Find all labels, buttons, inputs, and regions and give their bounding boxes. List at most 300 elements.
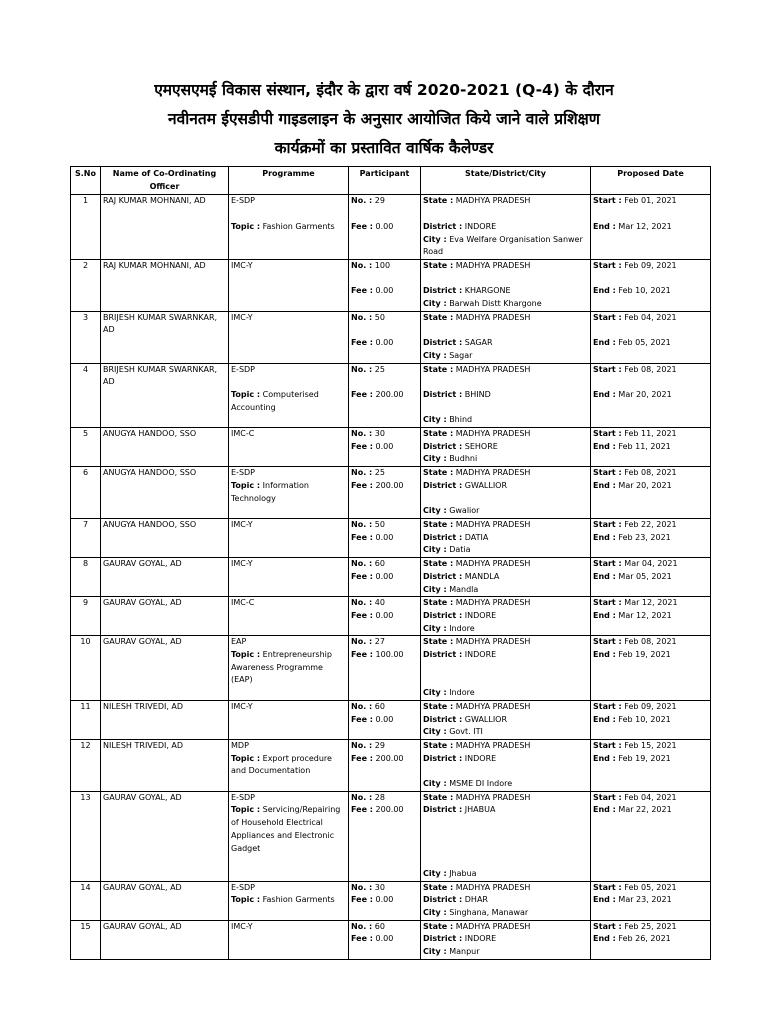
participant-fee-value: 0.00 xyxy=(375,714,394,724)
officer-name: BRIJESH KUMAR SWARNKAR, AD xyxy=(103,312,218,335)
participant-fee-label: Fee : xyxy=(351,805,373,815)
cell-sno xyxy=(71,636,101,701)
location-state-value: MADHYA PRADESH xyxy=(455,637,531,647)
programme-topic-value: Information Technology xyxy=(231,480,309,503)
participant-count-label: No. : xyxy=(351,312,373,322)
date-end-label: End : xyxy=(593,805,616,815)
date-start-label: Start : xyxy=(593,882,622,892)
cell-proposed-date xyxy=(591,518,711,557)
location-city-value: Sagar xyxy=(449,350,473,360)
participant-count xyxy=(351,636,418,649)
location-city xyxy=(423,584,588,597)
location-state-label: State : xyxy=(423,740,454,750)
programme-name: IMC-Y xyxy=(231,260,253,270)
participant-fee xyxy=(351,571,418,584)
date-start xyxy=(593,740,708,753)
cell-proposed-date xyxy=(591,259,711,311)
programme-topic xyxy=(231,389,346,414)
date-start-value: Mar 12, 2021 xyxy=(624,598,678,608)
programme-name: IMC-Y xyxy=(231,921,253,931)
cell-proposed-date xyxy=(591,791,711,881)
location-district-label: District : xyxy=(423,389,463,399)
sno-value: 14 xyxy=(80,882,91,892)
cell-participant xyxy=(349,881,421,920)
cell-participant xyxy=(349,363,421,428)
participant-fee xyxy=(351,285,418,298)
location-state xyxy=(423,260,588,273)
date-end-label: End : xyxy=(593,753,616,763)
location-city-value: Gwalior xyxy=(449,506,480,516)
participant-count-value: 29 xyxy=(374,196,385,206)
cell-officer xyxy=(101,791,229,881)
programme-name: E-SDP xyxy=(231,468,256,478)
participant-fee-label: Fee : xyxy=(351,650,373,660)
cell-programme xyxy=(229,597,349,636)
date-start xyxy=(593,701,708,714)
date-start-value: Feb 22, 2021 xyxy=(624,519,677,529)
date-start-label: Start : xyxy=(593,921,622,931)
location-city-value: Manpur xyxy=(449,947,480,957)
officer-name: ANUGYA HANDOO, SSO xyxy=(103,468,197,478)
cell-proposed-date xyxy=(591,920,711,959)
sno-value: 7 xyxy=(82,519,89,529)
cell-participant xyxy=(349,791,421,881)
location-city-value: Barwah Distt Khargone xyxy=(449,299,542,309)
participant-count-value: 30 xyxy=(374,429,385,439)
location-city-value: Govt. ITI xyxy=(449,727,483,737)
cell-sno xyxy=(71,195,101,260)
location-district xyxy=(423,532,588,545)
location-state xyxy=(423,792,588,805)
sno-value: 8 xyxy=(82,559,89,569)
sno-value: 10 xyxy=(80,637,91,647)
table-body xyxy=(71,195,711,959)
cell-officer xyxy=(101,311,229,363)
location-city xyxy=(423,726,588,739)
heading-line-1: एमएसएमई विकास संस्थान, इंदौर के द्वारा वर्ष 2020-2021 (Q-4) के दौरान xyxy=(154,81,614,99)
date-start xyxy=(593,364,708,377)
table-row xyxy=(71,791,711,881)
date-start-label: Start : xyxy=(593,196,622,206)
table-row xyxy=(71,881,711,920)
location-state xyxy=(423,740,588,753)
location-state-label: State : xyxy=(423,701,454,711)
header-programme: Programme xyxy=(229,167,349,195)
location-state-label: State : xyxy=(423,312,454,322)
programme-topic-value: Servicing/Repairing of Household Electrical Appliances and Electronic Gadget xyxy=(231,805,341,853)
date-start-value: Feb 05, 2021 xyxy=(624,882,677,892)
date-end xyxy=(593,933,708,946)
location-state-value: MADHYA PRADESH xyxy=(455,598,531,608)
cell-location xyxy=(421,259,591,311)
participant-count-value: 50 xyxy=(374,519,385,529)
participant-count xyxy=(351,519,418,532)
cell-officer xyxy=(101,700,229,739)
participant-count-label: No. : xyxy=(351,364,373,374)
date-start xyxy=(593,882,708,895)
location-city xyxy=(423,868,588,881)
table-row xyxy=(71,700,711,739)
participant-count xyxy=(351,467,418,480)
participant-count-label: No. : xyxy=(351,196,373,206)
date-start-label: Start : xyxy=(593,637,622,647)
header-proposed-date: Proposed Date xyxy=(591,167,711,195)
location-district-value: INDORE xyxy=(464,610,497,620)
location-city-label: City : xyxy=(423,350,447,360)
cell-programme xyxy=(229,518,349,557)
cell-proposed-date xyxy=(591,311,711,363)
officer-name: GAURAV GOYAL, AD xyxy=(103,637,182,647)
cell-programme xyxy=(229,558,349,597)
location-city-label: City : xyxy=(423,415,447,425)
location-district-label: District : xyxy=(423,753,463,763)
participant-fee xyxy=(351,649,418,662)
participant-fee-label: Fee : xyxy=(351,571,373,581)
date-start xyxy=(593,467,708,480)
location-state-value: MADHYA PRADESH xyxy=(455,701,531,711)
location-city xyxy=(423,234,588,259)
participant-fee-value: 200.00 xyxy=(375,805,404,815)
participant-fee-value: 200.00 xyxy=(375,480,404,490)
location-city-value: Indore xyxy=(449,688,475,698)
cell-proposed-date xyxy=(591,636,711,701)
sno-value: 12 xyxy=(80,740,91,750)
cell-location xyxy=(421,881,591,920)
participant-fee-label: Fee : xyxy=(351,895,373,905)
programme-topic xyxy=(231,480,346,505)
date-end-label: End : xyxy=(593,221,616,231)
location-state-label: State : xyxy=(423,429,454,439)
date-start-label: Start : xyxy=(593,519,622,529)
date-end-value: Mar 12, 2021 xyxy=(618,610,672,620)
participant-count xyxy=(351,312,418,325)
programme-name: E-SDP xyxy=(231,196,256,206)
location-district xyxy=(423,804,588,817)
programme-topic xyxy=(231,804,346,855)
participant-count-label: No. : xyxy=(351,882,373,892)
location-city xyxy=(423,687,588,700)
date-start-label: Start : xyxy=(593,598,622,608)
date-start-label: Start : xyxy=(593,468,622,478)
location-city xyxy=(423,298,588,311)
participant-fee-value: 0.00 xyxy=(375,934,394,944)
officer-name: RAJ KUMAR MOHNANI, AD xyxy=(103,260,206,270)
location-state-value: MADHYA PRADESH xyxy=(455,792,531,802)
location-city-label: City : xyxy=(423,299,447,309)
participant-count-label: No. : xyxy=(351,429,373,439)
date-start xyxy=(593,428,708,441)
date-end xyxy=(593,480,708,493)
date-end xyxy=(593,337,708,350)
participant-fee-value: 0.00 xyxy=(375,610,394,620)
officer-name: NILESH TRIVEDI, AD xyxy=(103,740,184,750)
location-state-label: State : xyxy=(423,364,454,374)
sno-value: 4 xyxy=(82,364,89,374)
participant-fee xyxy=(351,441,418,454)
cell-sno xyxy=(71,791,101,881)
participant-count-label: No. : xyxy=(351,740,373,750)
date-end-label: End : xyxy=(593,286,616,296)
location-district-value: INDORE xyxy=(464,221,497,231)
header-location: State/District/City xyxy=(421,167,591,195)
date-end-value: Feb 19, 2021 xyxy=(618,650,671,660)
date-end xyxy=(593,804,708,817)
location-district-label: District : xyxy=(423,610,463,620)
cell-programme xyxy=(229,700,349,739)
location-state-value: MADHYA PRADESH xyxy=(455,921,531,931)
programme-topic-value: Computerised Accounting xyxy=(231,389,319,412)
cell-location xyxy=(421,428,591,467)
location-district-value: BHIND xyxy=(464,389,491,399)
location-district-label: District : xyxy=(423,714,463,724)
location-district-label: District : xyxy=(423,221,463,231)
participant-fee-label: Fee : xyxy=(351,286,373,296)
participant-count xyxy=(351,558,418,571)
officer-name: BRIJESH KUMAR SWARNKAR, AD xyxy=(103,364,218,387)
location-city-value: Eva Welfare Organisation Sanwer Road xyxy=(423,234,583,257)
location-district-label: District : xyxy=(423,480,463,490)
date-end xyxy=(593,285,708,298)
cell-participant xyxy=(349,739,421,791)
date-start xyxy=(593,921,708,934)
location-state xyxy=(423,195,588,208)
table-row xyxy=(71,558,711,597)
participant-count-value: 25 xyxy=(374,468,385,478)
location-district xyxy=(423,221,588,234)
cell-officer xyxy=(101,428,229,467)
sno-value: 15 xyxy=(80,921,91,931)
location-state-label: State : xyxy=(423,260,454,270)
cell-participant xyxy=(349,467,421,519)
cell-participant xyxy=(349,311,421,363)
date-end xyxy=(593,649,708,662)
programme-topic-value: Entrepreneurship Awareness Programme (EAP) xyxy=(231,650,332,685)
programme-topic-label: Topic : xyxy=(231,895,261,905)
participant-count-value: 28 xyxy=(374,792,385,802)
participant-fee xyxy=(351,532,418,545)
location-district xyxy=(423,389,588,402)
programme-topic-label: Topic : xyxy=(231,480,261,490)
location-city-label: City : xyxy=(423,506,447,516)
cell-location xyxy=(421,467,591,519)
participant-count xyxy=(351,428,418,441)
programme-name: E-SDP xyxy=(231,882,256,892)
location-district xyxy=(423,337,588,350)
cell-programme xyxy=(229,311,349,363)
cell-proposed-date xyxy=(591,428,711,467)
participant-count-value: 50 xyxy=(374,312,385,322)
location-district-value: GWALLIOR xyxy=(464,480,508,490)
date-start xyxy=(593,195,708,208)
location-district-value: KHARGONE xyxy=(464,286,511,296)
cell-programme xyxy=(229,467,349,519)
date-end-value: Mar 12, 2021 xyxy=(618,221,672,231)
date-start xyxy=(593,636,708,649)
date-end-label: End : xyxy=(593,480,616,490)
location-state-value: MADHYA PRADESH xyxy=(455,740,531,750)
cell-sno xyxy=(71,363,101,428)
location-city-value: Jhabua xyxy=(449,868,477,878)
location-city-value: Datia xyxy=(449,545,471,555)
cell-officer xyxy=(101,558,229,597)
participant-count-label: No. : xyxy=(351,260,373,270)
location-state-label: State : xyxy=(423,519,454,529)
officer-name: RAJ KUMAR MOHNANI, AD xyxy=(103,196,206,206)
cell-proposed-date xyxy=(591,558,711,597)
location-state xyxy=(423,558,588,571)
participant-fee-label: Fee : xyxy=(351,338,373,348)
participant-fee xyxy=(351,610,418,623)
date-start xyxy=(593,312,708,325)
programme-name: MDP xyxy=(231,740,249,750)
location-state xyxy=(423,519,588,532)
location-district-label: District : xyxy=(423,286,463,296)
participant-fee xyxy=(351,804,418,817)
participant-count-label: No. : xyxy=(351,701,373,711)
programme-topic-label: Topic : xyxy=(231,221,261,231)
participant-count xyxy=(351,882,418,895)
location-district xyxy=(423,753,588,766)
cell-sno xyxy=(71,428,101,467)
date-end-value: Feb 05, 2021 xyxy=(618,338,671,348)
location-state xyxy=(423,428,588,441)
date-start xyxy=(593,792,708,805)
cell-officer xyxy=(101,518,229,557)
cell-officer xyxy=(101,195,229,260)
cell-location xyxy=(421,920,591,959)
location-city xyxy=(423,623,588,636)
location-city xyxy=(423,414,588,427)
location-city-label: City : xyxy=(423,688,447,698)
location-district xyxy=(423,933,588,946)
cell-sno xyxy=(71,597,101,636)
date-end-label: End : xyxy=(593,441,616,451)
officer-name: GAURAV GOYAL, AD xyxy=(103,559,182,569)
participant-count-label: No. : xyxy=(351,921,373,931)
location-city-label: City : xyxy=(423,584,447,594)
date-end-value: Mar 22, 2021 xyxy=(618,805,672,815)
cell-participant xyxy=(349,636,421,701)
location-city-value: Mandla xyxy=(449,584,479,594)
participant-fee-label: Fee : xyxy=(351,934,373,944)
cell-location xyxy=(421,636,591,701)
cell-participant xyxy=(349,259,421,311)
date-start-label: Start : xyxy=(593,429,622,439)
date-start-value: Feb 04, 2021 xyxy=(624,792,677,802)
participant-count-label: No. : xyxy=(351,519,373,529)
cell-programme xyxy=(229,881,349,920)
table-row xyxy=(71,467,711,519)
table-row xyxy=(71,259,711,311)
officer-name: ANUGYA HANDOO, SSO xyxy=(103,519,197,529)
date-end-label: End : xyxy=(593,571,616,581)
cell-sno xyxy=(71,558,101,597)
cell-location xyxy=(421,700,591,739)
location-state-label: State : xyxy=(423,468,454,478)
participant-count-value: 60 xyxy=(374,701,385,711)
location-state xyxy=(423,636,588,649)
location-state-label: State : xyxy=(423,882,454,892)
location-city-label: City : xyxy=(423,908,447,918)
cell-sno xyxy=(71,518,101,557)
location-state-value: MADHYA PRADESH xyxy=(455,559,531,569)
date-start xyxy=(593,597,708,610)
date-end xyxy=(593,753,708,766)
participant-fee xyxy=(351,389,418,402)
participant-count xyxy=(351,792,418,805)
header-sno: S.No xyxy=(71,167,101,195)
cell-location xyxy=(421,518,591,557)
location-district-value: SEHORE xyxy=(464,441,498,451)
date-end xyxy=(593,894,708,907)
date-end-label: End : xyxy=(593,532,616,542)
cell-participant xyxy=(349,518,421,557)
heading-line-2: नवीनतम ईएसडीपी गाइडलाइन के अनुसार आयोजित किये जाने वाले प्रशिक्षण xyxy=(168,110,600,128)
programme-topic-value: Export procedure and Documentation xyxy=(231,753,332,776)
participant-fee-value: 0.00 xyxy=(375,895,394,905)
participant-count xyxy=(351,195,418,208)
location-city-label: City : xyxy=(423,454,447,464)
officer-name: NILESH TRIVEDI, AD xyxy=(103,701,184,711)
cell-participant xyxy=(349,700,421,739)
location-district-label: District : xyxy=(423,934,463,944)
date-end-value: Feb 11, 2021 xyxy=(618,441,671,451)
cell-location xyxy=(421,311,591,363)
programme-topic-label: Topic : xyxy=(231,389,261,399)
date-start-value: Feb 08, 2021 xyxy=(624,364,677,374)
programme-topic xyxy=(231,753,346,778)
location-city-label: City : xyxy=(423,234,447,244)
cell-officer xyxy=(101,597,229,636)
cell-sno xyxy=(71,259,101,311)
participant-fee-label: Fee : xyxy=(351,221,373,231)
sno-value: 3 xyxy=(82,312,89,322)
location-state-value: MADHYA PRADESH xyxy=(455,882,531,892)
date-start-label: Start : xyxy=(593,312,622,322)
participant-count-label: No. : xyxy=(351,598,373,608)
date-start-label: Start : xyxy=(593,792,622,802)
cell-officer xyxy=(101,363,229,428)
table-row xyxy=(71,739,711,791)
participant-count-label: No. : xyxy=(351,559,373,569)
cell-programme xyxy=(229,259,349,311)
cell-location xyxy=(421,363,591,428)
cell-programme xyxy=(229,428,349,467)
location-district xyxy=(423,480,588,493)
cell-proposed-date xyxy=(591,467,711,519)
training-calendar-table xyxy=(70,166,711,960)
location-city-label: City : xyxy=(423,623,447,633)
participant-fee-label: Fee : xyxy=(351,753,373,763)
participant-count-label: No. : xyxy=(351,468,373,478)
participant-fee-label: Fee : xyxy=(351,532,373,542)
date-start-value: Feb 08, 2021 xyxy=(624,468,677,478)
location-district-label: District : xyxy=(423,895,463,905)
cell-location xyxy=(421,195,591,260)
location-city xyxy=(423,946,588,959)
cell-officer xyxy=(101,881,229,920)
date-start xyxy=(593,519,708,532)
location-district-value: INDORE xyxy=(464,934,497,944)
date-end-label: End : xyxy=(593,610,616,620)
date-start-label: Start : xyxy=(593,559,622,569)
programme-name: IMC-Y xyxy=(231,559,253,569)
cell-location xyxy=(421,791,591,881)
location-city-value: Singhana, Manawar xyxy=(449,908,529,918)
date-end-value: Feb 26, 2021 xyxy=(618,934,671,944)
location-city-value: MSME DI Indore xyxy=(449,779,513,789)
sno-value: 11 xyxy=(80,701,91,711)
